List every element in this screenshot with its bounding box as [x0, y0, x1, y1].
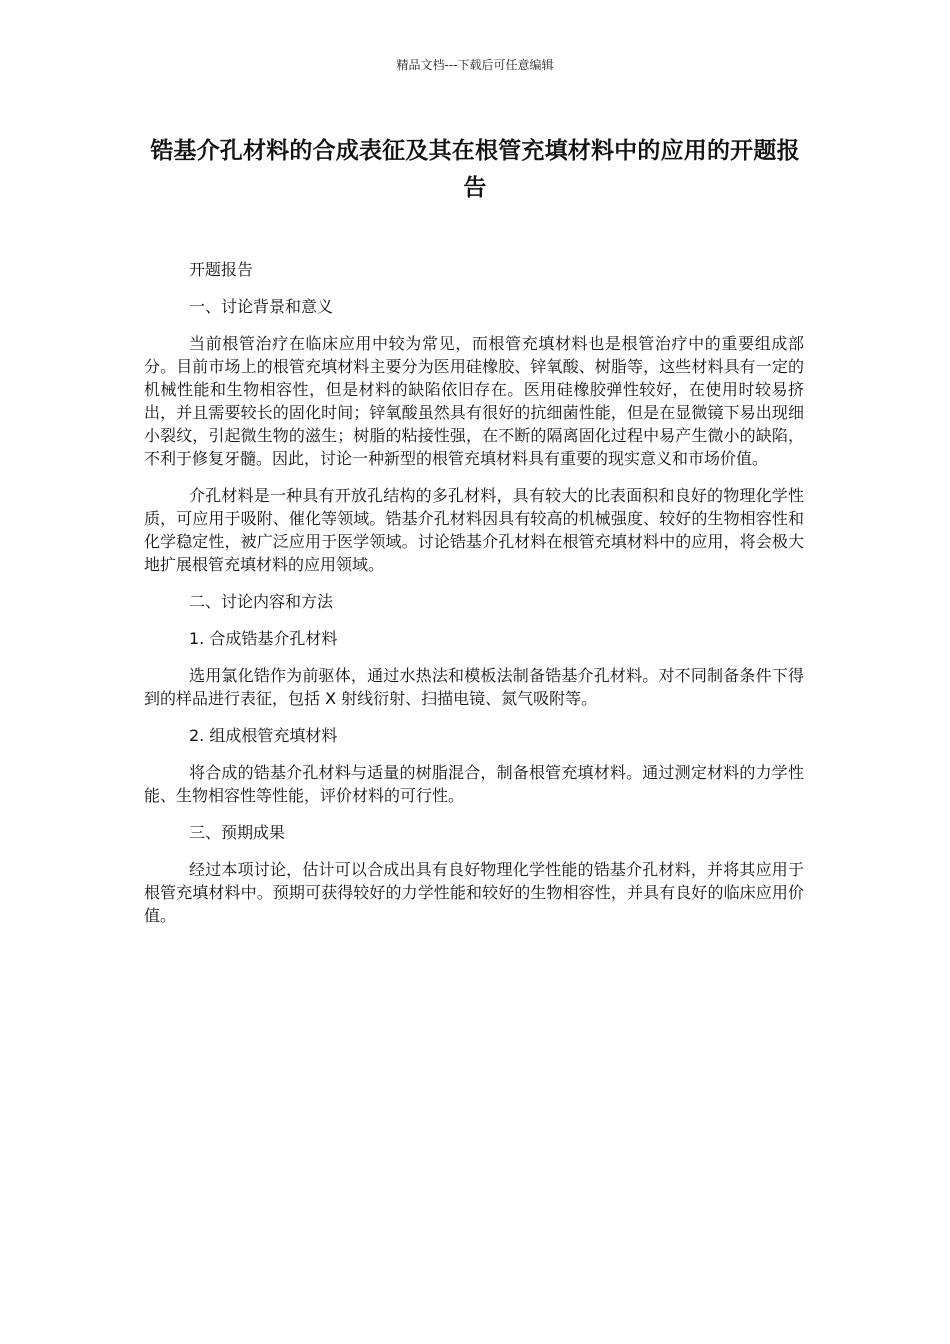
section-2-paragraph-1: 选用氯化锆作为前驱体，通过水热法和模板法制备锆基介孔材料。对不同制备条件下得到的样品进行表征，包括 X 射线衍射、扫描电镜、氮气吸附等。: [144, 666, 804, 708]
document-body: [144, 258, 804, 941]
section-3-heading: 三、预期成果: [189, 823, 286, 842]
section-2-paragraph-2: 将合成的锆基介孔材料与适量的树脂混合，制备根管充填材料。通过测定材料的力学性能、生物相容性等性能，评价材料的可行性。: [144, 763, 804, 805]
document-title: 锆基介孔材料的合成表征及其在根管充填材料中的应用的开题报告: [150, 138, 800, 201]
intro-label: 开题报告: [189, 260, 254, 279]
section-2-subheading-1: 1. 合成锆基介孔材料: [189, 629, 338, 648]
section-1-paragraph-1: 当前根管治疗在临床应用中较为常见，而根管充填材料也是根管治疗中的重要组成部分。目前市场上的根管充填材料主要分为医用硅橡胶、锌氧酸、树脂等，这些材料具有一定的机械性能和生物相容性，但是材料的缺陷依旧存在。医用硅橡胶弹性较好，在使用时较易挤出，并且需要较长的固化时间；锌氧酸虽然具有很好的抗细菌性能，但是在显微镜下易出现细小裂纹，引起微生物的滋生；树脂的粘接性强，在不断的隔离固化过程中易产生微小的缺陷，不利于修复牙髓。因此，讨论一种新型的根管充填材料具有重要的现实意义和市场价值。: [144, 334, 804, 468]
page-header: 精品文档---下载后可任意编辑: [396, 58, 554, 72]
section-2-subheading-2: 2. 组成根管充填材料: [189, 726, 338, 745]
section-1-paragraph-2: 介孔材料是一种具有开放孔结构的多孔材料，具有较大的比表面积和良好的物理化学性质，可应用于吸附、催化等领域。锆基介孔材料因具有较高的机械强度、较好的生物相容性和化学稳定性，被广泛应用于医学领域。讨论锆基介孔材料在根管充填材料中的应用，将会极大地扩展根管充填材料的应用领域。: [144, 486, 804, 574]
section-2-heading: 二、讨论内容和方法: [189, 592, 334, 611]
section-3-paragraph-1: 经过本项讨论，估计可以合成出具有良好物理化学性能的锆基介孔材料，并将其应用于根管充填材料中。预期可获得较好的力学性能和较好的生物相容性，并具有良好的临床应用价值。: [144, 860, 804, 925]
section-1-heading: 一、讨论背景和意义: [189, 297, 334, 316]
